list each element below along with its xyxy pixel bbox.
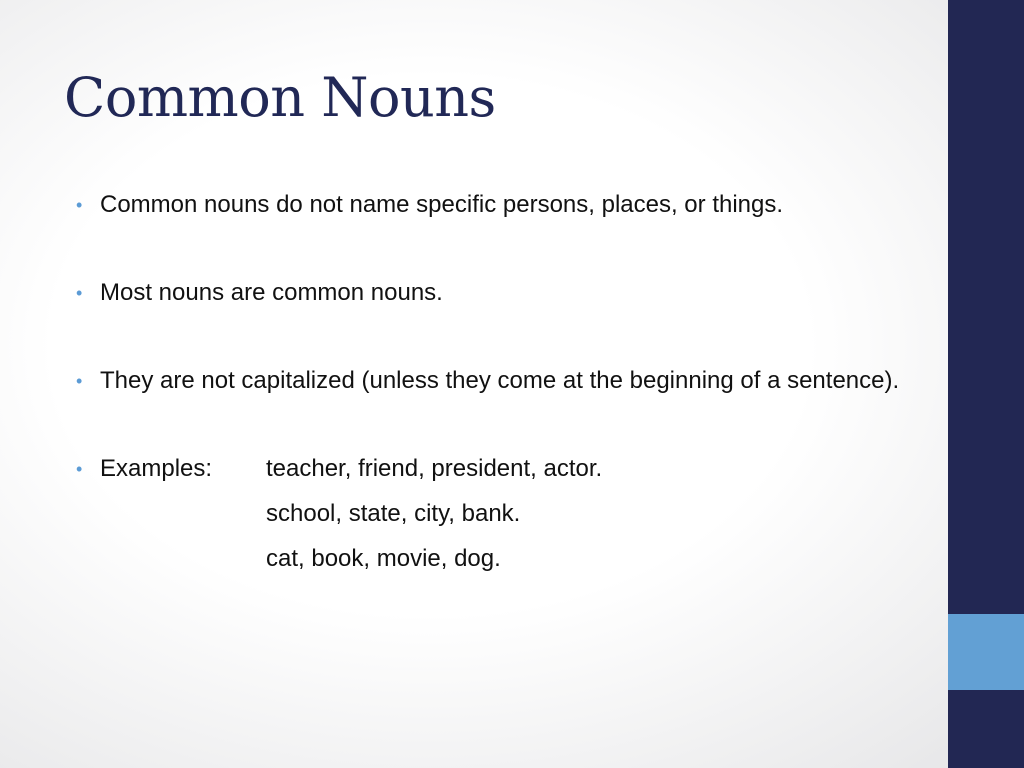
bullet-text: Most nouns are common nouns. (100, 279, 443, 306)
examples-lines (266, 450, 904, 578)
bullet-item-examples (74, 450, 904, 578)
bullet-item (74, 186, 904, 224)
slide-title: Common Nouns (64, 66, 496, 129)
bullet-item (74, 362, 904, 400)
bullet-dot-icon: • (76, 459, 83, 479)
bullet-text: They are not capitalized (unless they come at the beginning of a sentence). (100, 367, 900, 394)
example-line: teacher, friend, president, actor. (266, 455, 603, 482)
examples-label: Examples: (100, 455, 213, 482)
example-line: school, state, city, bank. (266, 500, 521, 527)
sidebar-accent-block (948, 614, 1024, 690)
bullet-text: Common nouns do not name specific persons, places, or things. (100, 191, 784, 218)
bullet-dot-icon: • (76, 195, 83, 215)
bullet-dot-icon: • (76, 371, 83, 391)
bullet-dot-icon: • (76, 283, 83, 303)
example-line: cat, book, movie, dog. (266, 545, 501, 572)
bullet-list (74, 186, 904, 578)
bullet-item (74, 274, 904, 312)
examples-block (100, 450, 904, 578)
